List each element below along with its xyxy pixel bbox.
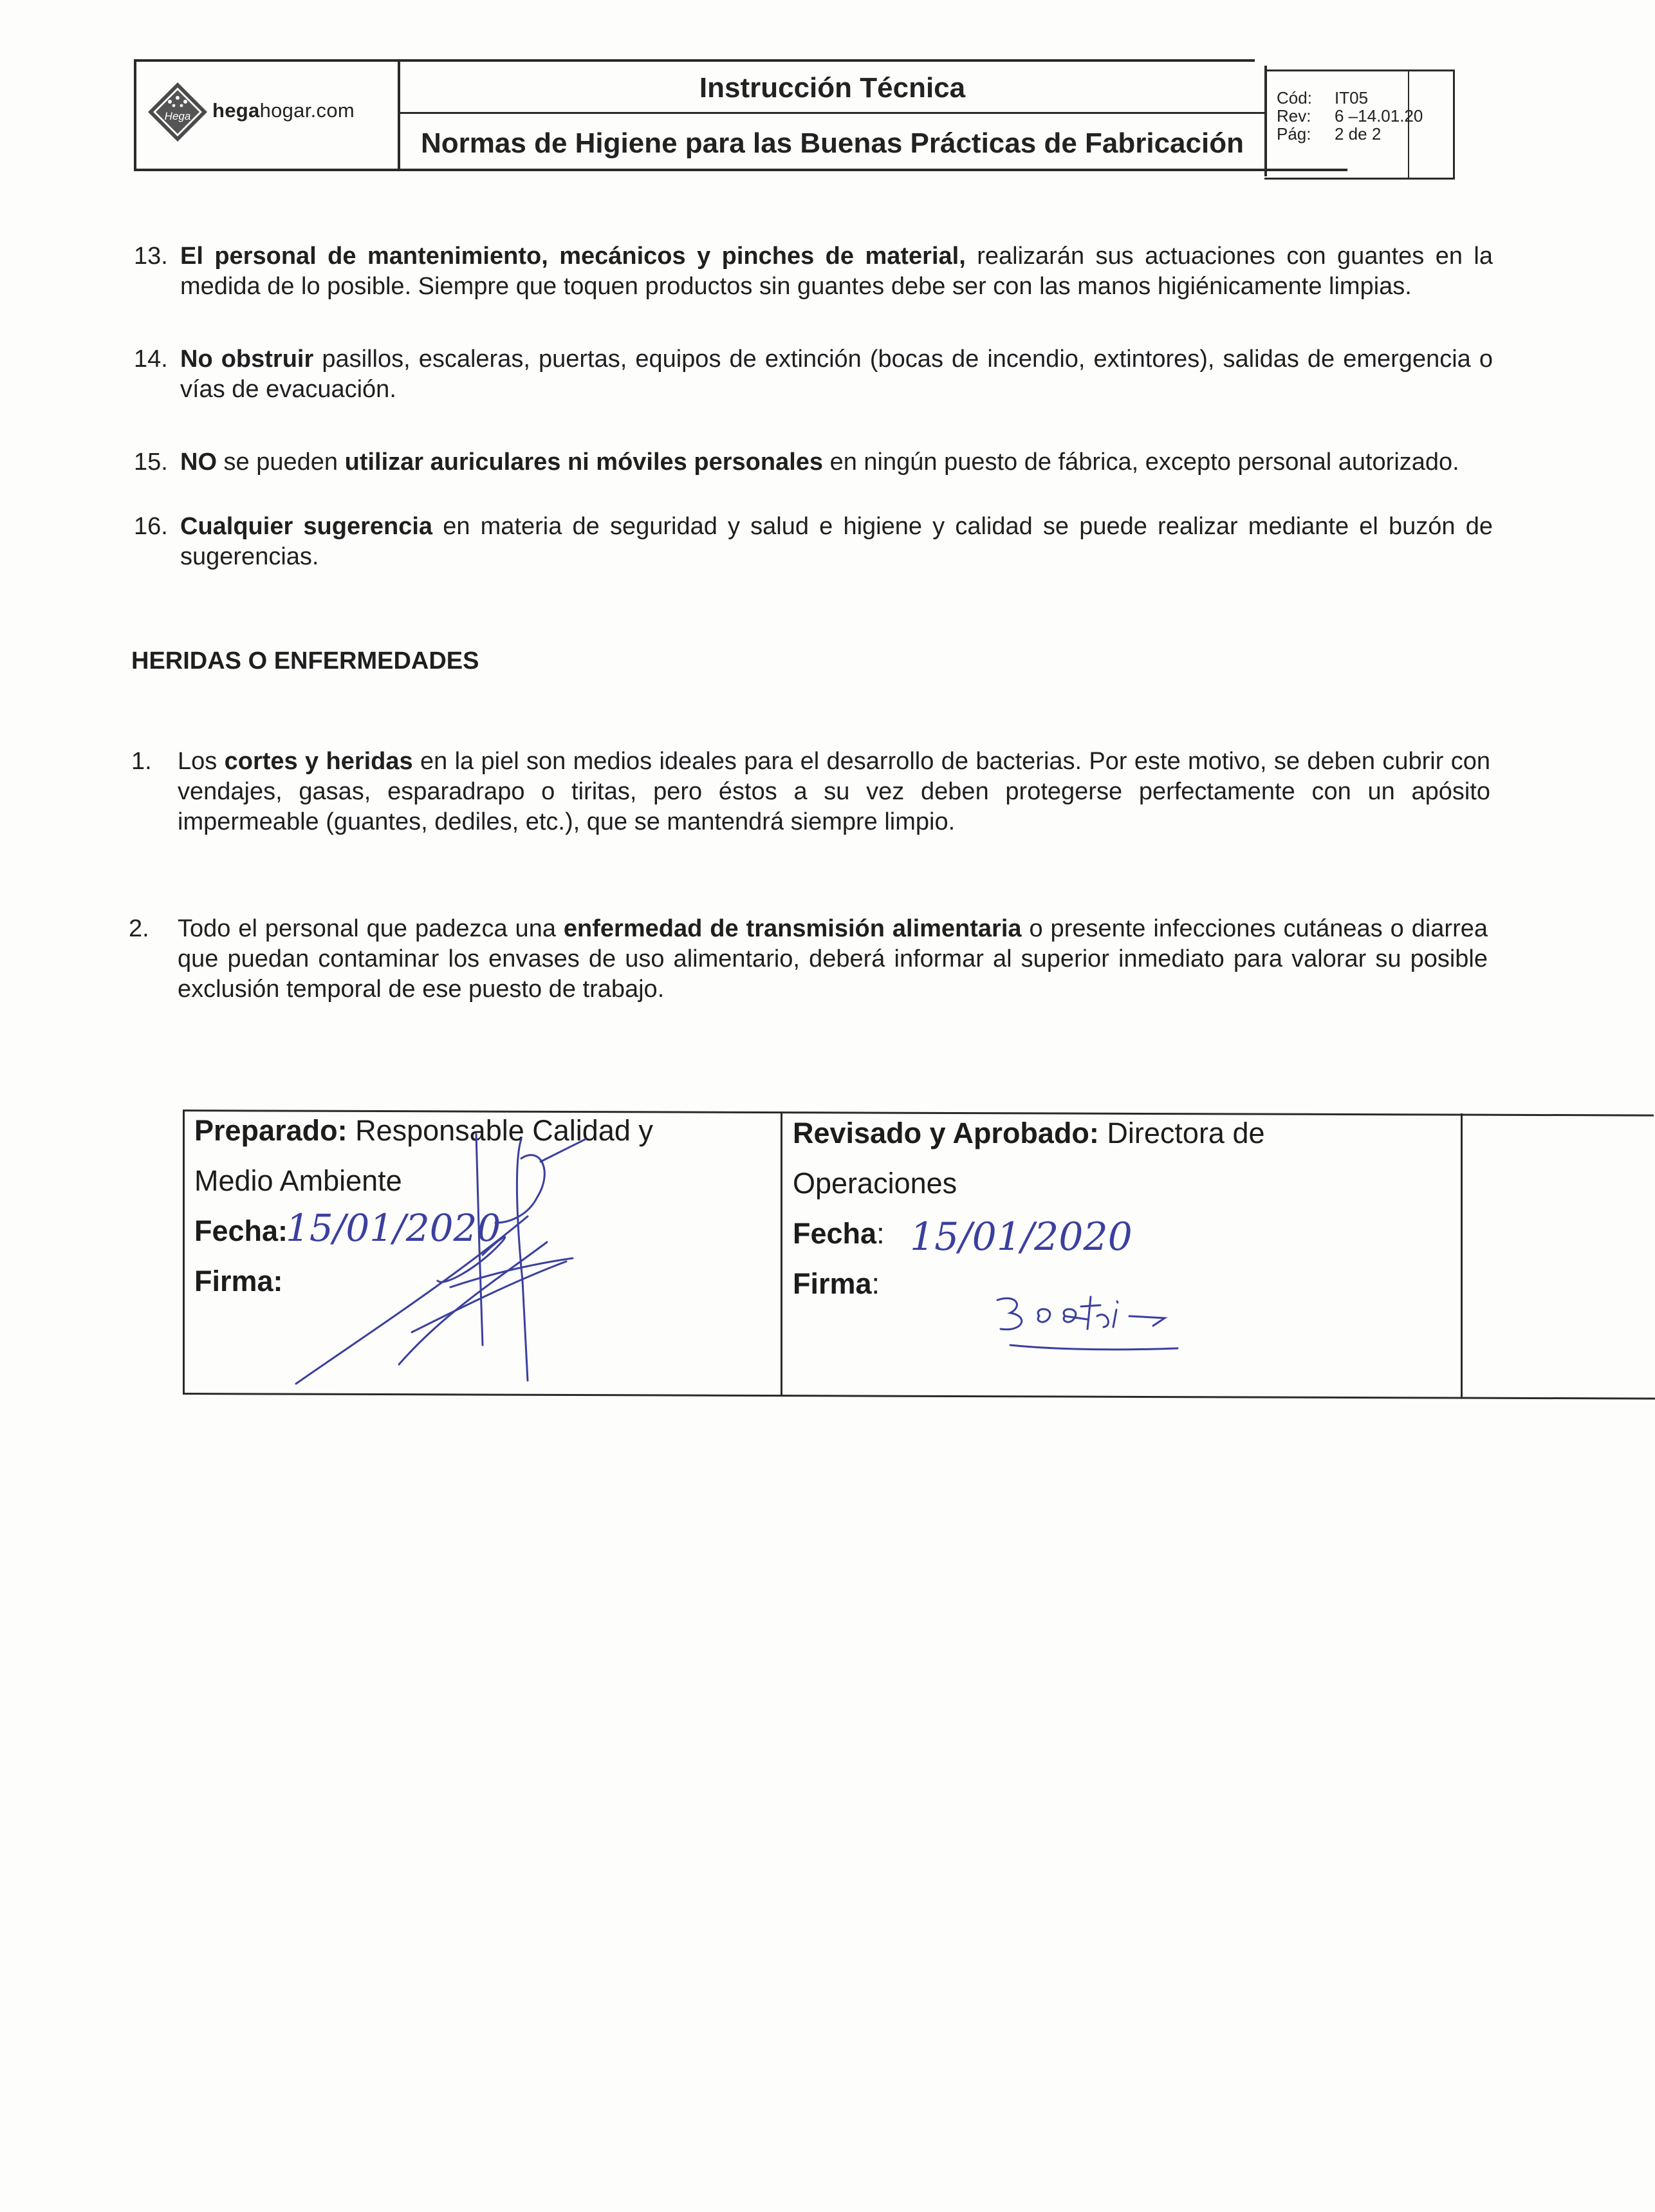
rule-item-16: 16. Cualquier sugerencia en materia de seguridad y salud e higiene y calidad se puede realizar mediante el buzón de sugerencias. bbox=[134, 513, 1493, 570]
meta-page: Pág: bbox=[1277, 124, 1311, 144]
section-item-2: 2. Todo el personal que padezca una enfermedad de transmisión alimentaria o presente infecciones cutáneas o diarrea que puedan contaminar los envases de uso alimentario, deberá informar al superior inmediato para valorar su posible exclusión temporal de ese puesto de trabajo. bbox=[129, 915, 1488, 1003]
document-title: Instrucción Técnica bbox=[699, 72, 966, 104]
rule-item-15: 15. NO se pueden utilizar auriculares ni móviles personales en ningún puesto de fábrica, excepto personal autorizado. bbox=[134, 449, 1459, 476]
reviewed-role: Revisado y Aprobado: Directora de bbox=[793, 1117, 1265, 1149]
document-meta bbox=[1277, 89, 1312, 143]
svg-text:15/01/2020: 15/01/2020 bbox=[910, 1214, 1133, 1259]
meta-page-value: 2 de 2 bbox=[1335, 124, 1382, 144]
signature-reviewed-icon bbox=[985, 1281, 1197, 1364]
reviewed-date: Fecha: bbox=[793, 1217, 885, 1250]
meta-rev: Rev: bbox=[1277, 106, 1311, 125]
handwritten-date-reviewed bbox=[907, 1204, 1133, 1268]
prepared-role-line2: Medio Ambiente bbox=[194, 1164, 402, 1197]
brand-name: hegahogar.com bbox=[212, 99, 355, 122]
hega-logo-icon bbox=[145, 80, 210, 144]
prepared-role: Preparado: Responsable Calidad y bbox=[194, 1114, 653, 1147]
section-item-1: 1. Los cortes y heridas en la piel son medios ideales para el desarrollo de bacterias. Por este motivo, se deben cubrir con vendajes, gasas, esparadrapo o tiritas, pero éstos a su vez deben protegerse perfectamente con un apósito impermeable (guantes, dediles, etc.), que se mantendrá siempre limpio. bbox=[131, 748, 1490, 835]
meta-code-value: IT05 bbox=[1335, 88, 1369, 107]
prepared-sign: Firma: bbox=[194, 1265, 283, 1297]
logo-badge-text: Hega bbox=[164, 110, 191, 122]
section-title: HERIDAS O ENFERMEDADES bbox=[131, 647, 479, 674]
rule-item-13: 13. El personal de mantenimiento, mecánicos y pinches de material, realizarán sus actuaciones con guantes en la medida de lo posible. Siempre que toquen productos sin guantes debe ser con las manos higiénicamente limpias. bbox=[134, 243, 1493, 300]
meta-rev-value: 6 –14.01.20 bbox=[1335, 106, 1423, 125]
meta-code: Cód: bbox=[1277, 88, 1312, 107]
svg-text:15/01/2020: 15/01/2020 bbox=[286, 1206, 501, 1250]
prepared-date: Fecha: bbox=[194, 1214, 288, 1247]
document-meta-values bbox=[1335, 89, 1423, 143]
reviewed-sign: Firma: bbox=[793, 1267, 880, 1300]
document-subtitle: Normas de Higiene para las Buenas Prácticas de Fabricación bbox=[421, 127, 1244, 159]
signature-prepared-icon bbox=[283, 1120, 605, 1390]
rule-item-14: 14. No obstruir pasillos, escaleras, puertas, equipos de extinción (bocas de incendio, extintores), salidas de emergencia o vías de evacuación. bbox=[134, 346, 1493, 403]
reviewed-role-line2: Operaciones bbox=[793, 1167, 957, 1200]
